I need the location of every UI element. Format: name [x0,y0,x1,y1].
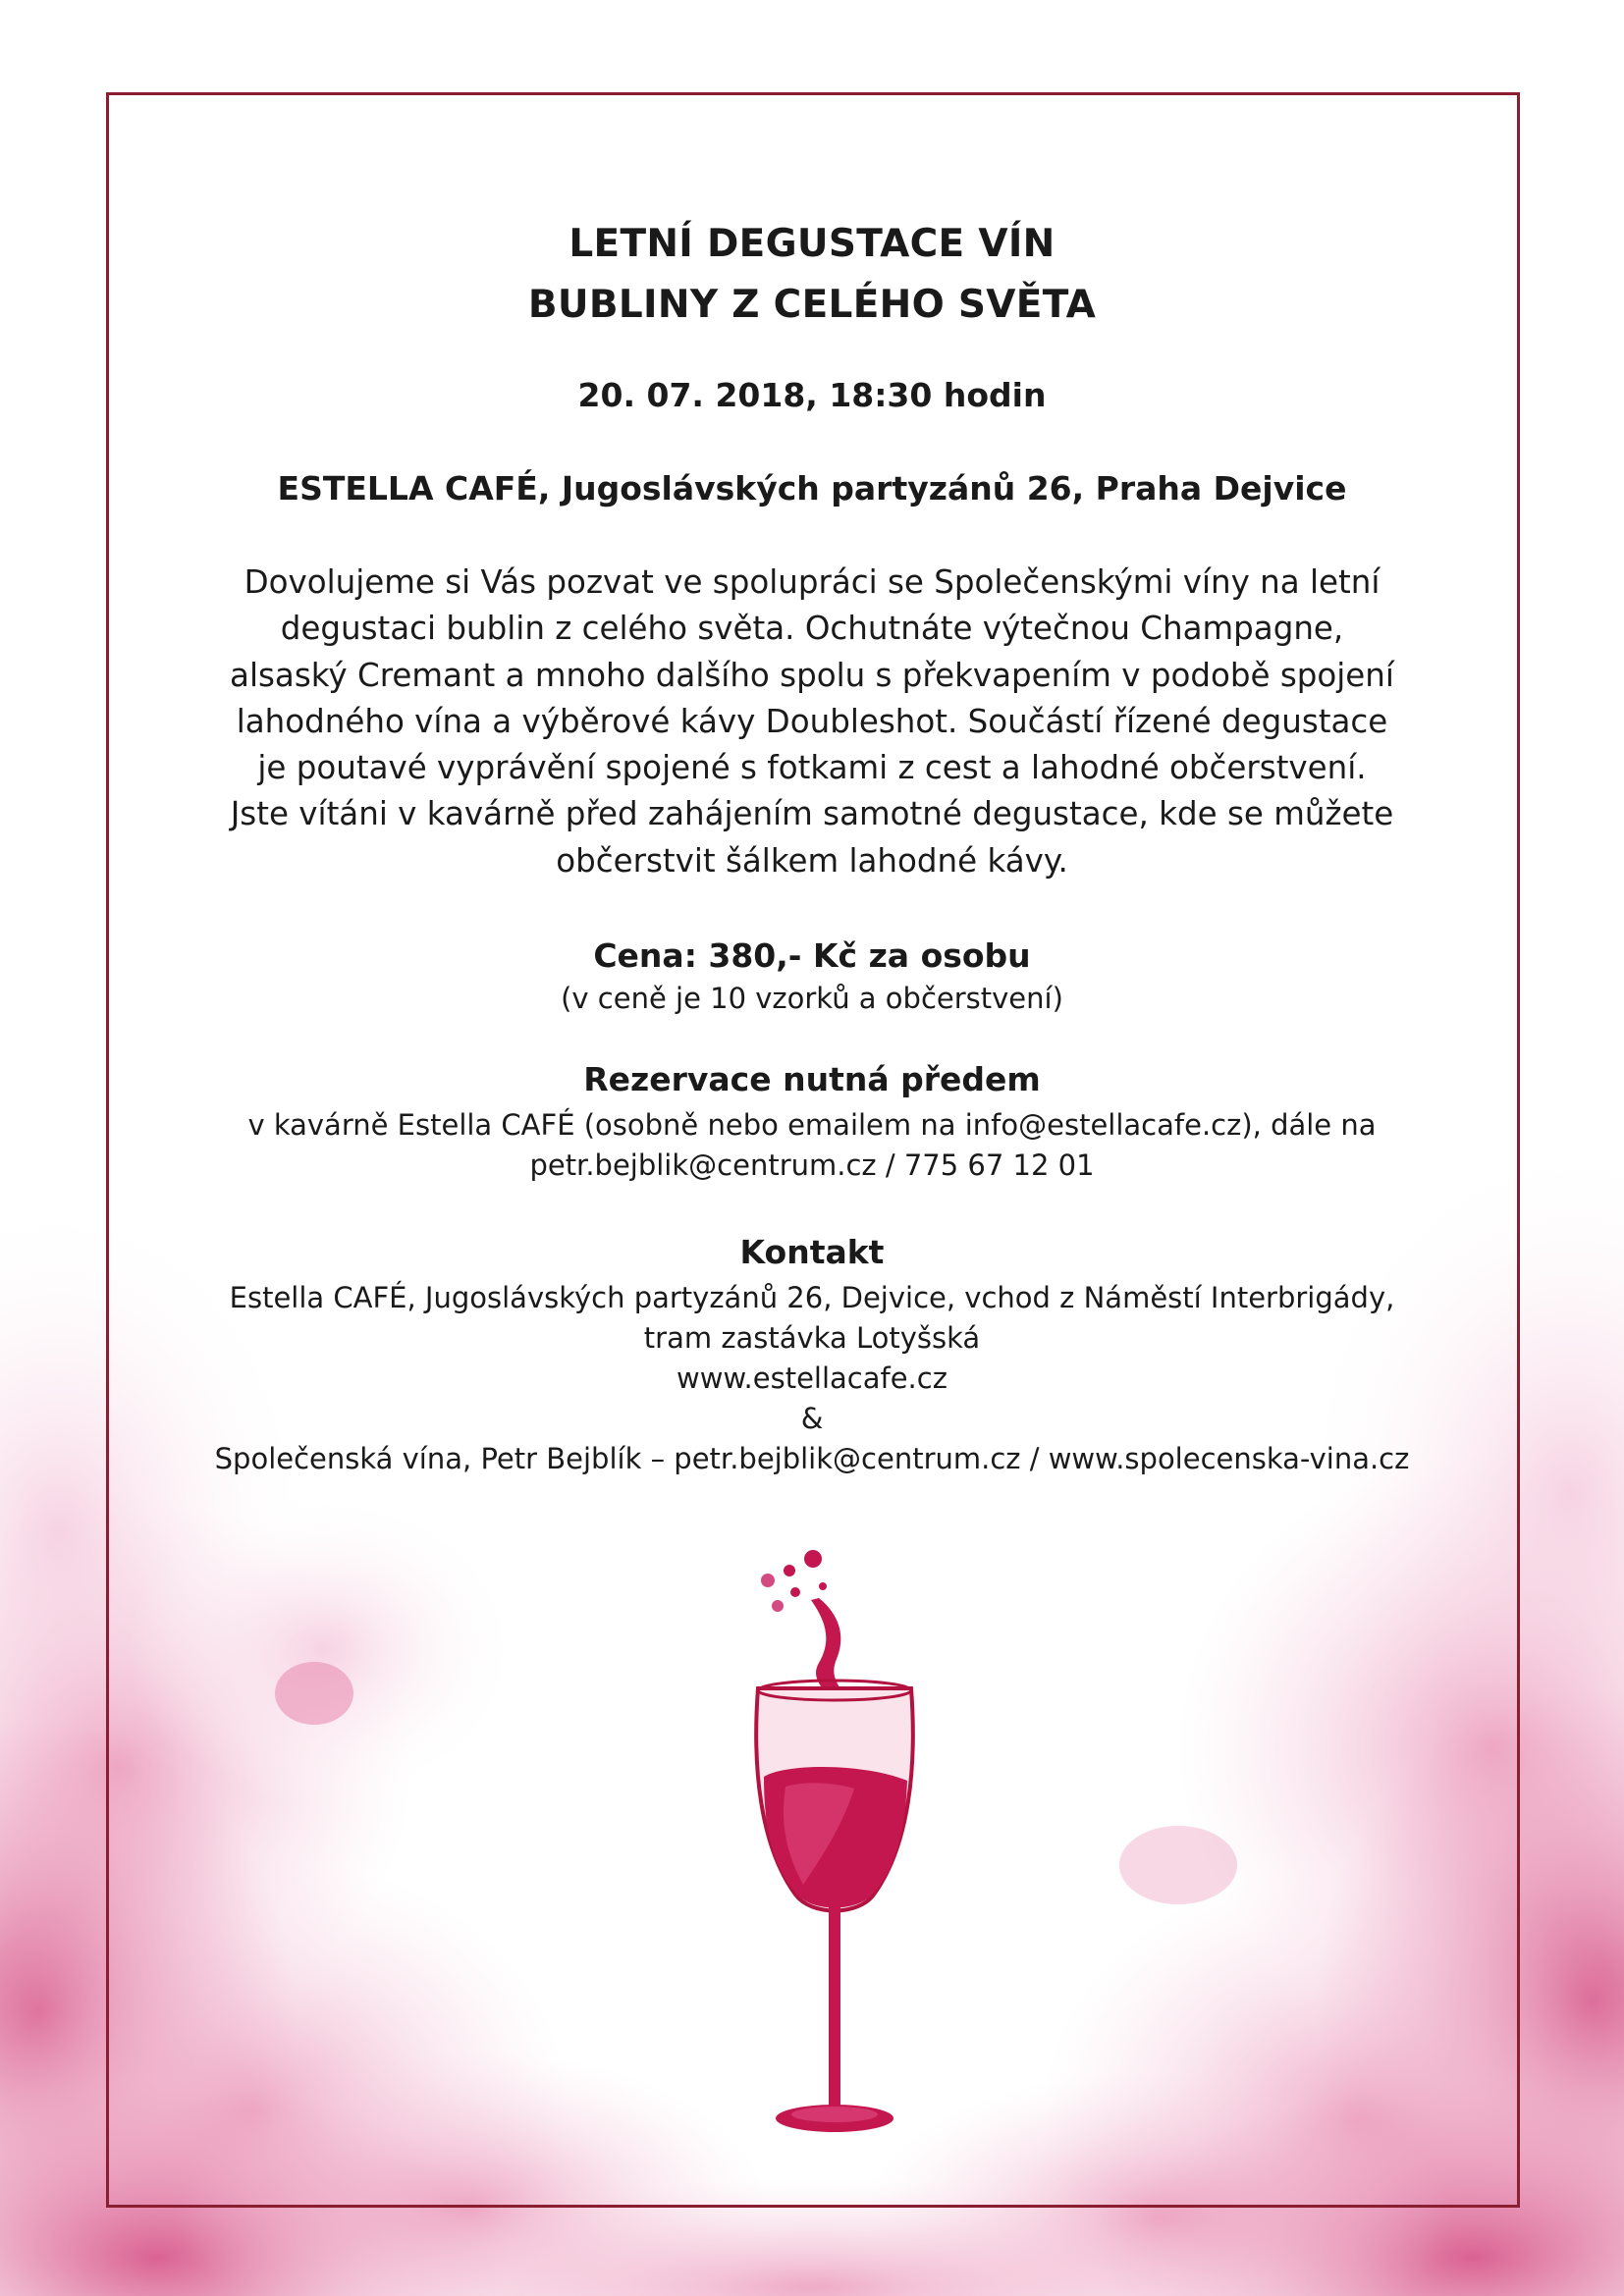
invitation-line: Jste vítáni v kavárně před zahájením samotné degustace, kde se můžete [230,795,1394,833]
contact-website: www.estellacafe.cz [677,1362,947,1395]
price-heading: Cena: 380,- Kč za osobu [593,936,1031,975]
contact-partner: Společenská vína, Petr Bejblík – petr.bejblik@centrum.cz / www.spolecenska-vina.cz [214,1442,1410,1475]
reservation-line: petr.bejblik@centrum.cz / 775 67 12 01 [529,1148,1095,1182]
price-note: (v ceně je 10 vzorků a občerstvení) [561,982,1063,1015]
invitation-line: alsaský Cremant a mnoho dalšího spolu s překvapením v podobě spojení [230,656,1394,694]
invitation-line: degustaci bublin z celého světa. Ochutnáte výtečnou Champagne, [280,610,1344,648]
reservation-line: v kavárně Estella CAFÉ (osobně nebo emailem na info@estellacafe.cz), dále na [247,1108,1377,1142]
invitation-line: Dovolujeme si Vás pozvat ve spolupráci se Společenskými víny na letní [244,563,1380,601]
invitation-line: občerstvit šálkem lahodné kávy. [556,841,1068,880]
contact-address: Estella CAFÉ, Jugoslávských partyzánů 26, Dejvice, vchod z Náměstí Interbrigády, [229,1281,1395,1314]
contact-ampersand: & [800,1402,824,1435]
event-title [118,214,1506,336]
title-line-1: LETNÍ DEGUSTACE VÍN [568,222,1056,266]
invitation-line: lahodného vína a výběrové kávy Doubleshot. Součástí řízené degustace [236,702,1388,740]
wine-glass-splash-icon [717,1541,952,2169]
event-date: 20. 07. 2018, 18:30 hodin [577,376,1047,414]
invitation-line: je poutavé vyprávění spojené s fotkami z cest a lahodné občerstvení. [257,749,1367,787]
title-line-2: BUBLINY Z CELÉHO SVĚTA [527,283,1097,327]
contact-text [118,1278,1506,1479]
event-venue: ESTELLA CAFÉ, Jugoslávských partyzánů 26, Praha Dejvice [277,469,1347,507]
reservation-text [118,1105,1506,1186]
contact-tram: tram zastávka Lotyšská [643,1321,981,1355]
reservation-heading: Rezervace nutná předem [583,1060,1041,1098]
contact-heading: Kontakt [739,1233,885,1271]
invitation-text [206,560,1418,884]
